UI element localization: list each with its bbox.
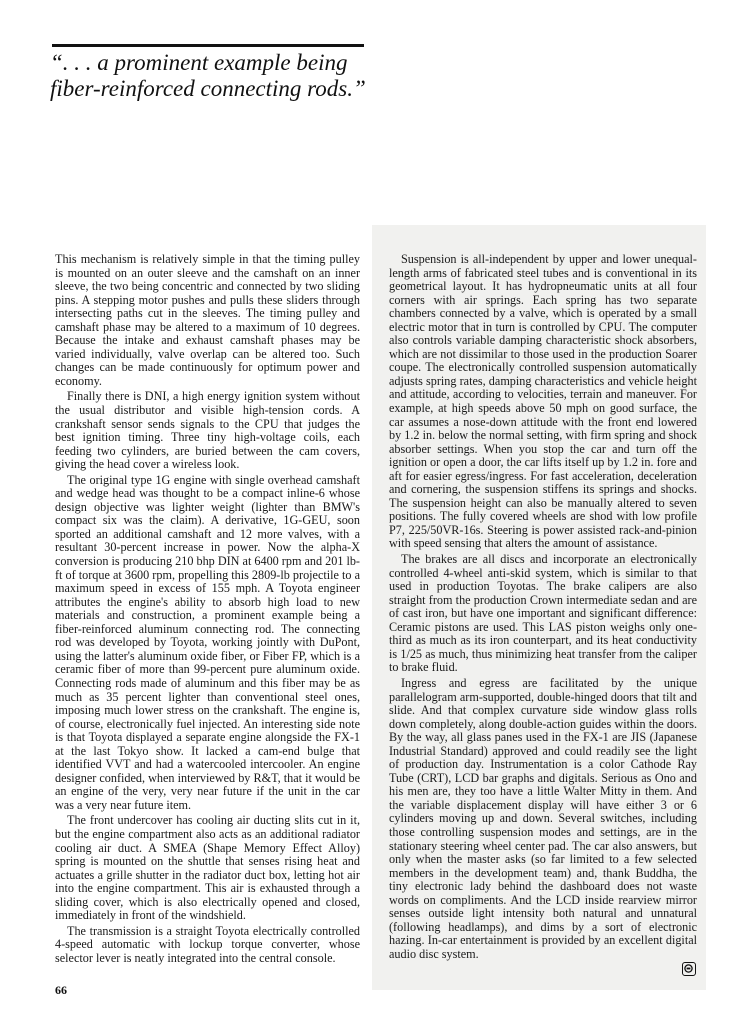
paragraph: The brakes are all discs and incorporate an electronically controlled 4-wheel anti-skid system, which is similar to that used in production Toyotas. The brake calipers are also straight from the production Crown intermediate sedan and are of cast iron, but have one important and significant difference: Ceramic pistons are used. This LAS piston weighs only one-third as much as its iron counterpart, and its heat conductivity is 1/25 as much, thus minimizing heat transfer from the caliper to brake fluid. bbox=[389, 552, 697, 675]
pull-quote-rule bbox=[52, 44, 364, 47]
paragraph: The original type 1G engine with single overhead camshaft and wedge head was thought to be a compact inline-6 whose design objective was lighter weight (lighter than BMW's compact six was the claim). A derivative, 1G-GEU, soon sported an additional camshaft and 12 more valves, with a resultant 30-percent increase in power. Now the alpha-X conversion is producing 210 bhp DIN at 6400 rpm and 201 lb-ft of torque at 3600 rpm, propelling this 2809-lb projectile to a maximum speed in excess of 155 mph. A Toyota engineer attributes the engine's ability to absorb high load to new materials and construction, a prominent example being a fiber-reinforced aluminum connecting rod. The connecting rod was developed by Toyota, working jointly with DuPont, using the latter's aluminum oxide fiber, or Fiber FP, which is a ceramic fiber of more than 99-percent pure aluminum oxide. Connecting rods made of aluminum and this fiber may be as much as 35 percent lighter than conventional steel ones, imposing much lower stress on the crankshaft. The engine is, of course, electronically fuel injected. An interesting side note is that Toyota displayed a separate engine alongside the FX-1 at the last Tokyo show. It lacked a cam-end bulge that identified VVT and had a watercooled intercooler. An engine designer confided, when interviewed by R&T, that it would be an engine of the very, very near future if the unit in the car was a very near future item. bbox=[55, 472, 360, 812]
paragraph: The transmission is a straight Toyota electrically controlled 4-speed automatic with lockup torque converter, whose selector lever is neatly integrated into the central console. bbox=[55, 923, 360, 965]
paragraph: Finally there is DNI, a high energy ignition system without the usual distributor and visible high-tension cords. A crankshaft sensor sends signals to the CPU that judges the best ignition timing. Three tiny high-voltage coils, each feeding two cylinders, are buried between the cam covers, giving the head cover a wireless look. bbox=[55, 389, 360, 472]
pull-quote: “. . . a prominent example being fiber-reinforced connecting rods.” bbox=[50, 50, 366, 101]
left-text-column bbox=[55, 253, 360, 967]
end-of-article-icon bbox=[682, 962, 696, 976]
right-text-column bbox=[389, 253, 697, 963]
paragraph: Ingress and egress are facilitated by the unique parallelogram arm-supported, double-hinged doors that tilt and slide. And that complex curvature side window glass rolls down completely, along double-action guides within the doors. By the way, all glass panes used in the FX-1 are JIS (Japanese Industrial Standard) approved and could readily see the light of production day. Instrumentation is a color Cathode Ray Tube (CRT), LCD bar graphs and digitals. Serious as Ono and his men are, they too have a little Walter Mitty in them. And the variable displacement display will have either 3 or 6 cylinders moving up and down. Several switches, including those controlling suspension modes and settings, are in the stationary steering wheel center pad. The car also answers, but only when the master asks (so far limited to a few selected members in the development team) and, thank Buddha, the tiny electronic lady behind the dashboard does not waste words on compliments. And the LCD inside rearview mirror senses outside light intensity both natural and unnatural (following headlamps), and dims by a sort of electronic hazing. In-car entertainment is provided by an excellent digital audio disc system. bbox=[389, 675, 697, 961]
paragraph: This mechanism is relatively simple in that the timing pulley is mounted on an outer sleeve and the camshaft on an inner sleeve, the two being concentric and connected by two sliding pins. A stepping motor pushes and pulls these sliders through intersecting paths cut in the sleeves. The timing pulley and camshaft phase may be altered to a maximum of 10 degrees. Because the intake and exhaust camshaft phases may be varied individually, valve overlap can be altered too. Such changes can be made continuously for optimum power and economy. bbox=[55, 252, 360, 388]
paragraph: The front undercover has cooling air ducting slits cut in it, but the engine compartment also acts as an additional radiator cooling air duct. A SMEA (Shape Memory Effect Alloy) spring is mounted on the shuttle that senses rising heat and actuates a grille shutter in the radiator duct box, letting hot air into the engine compartment. This air is exhausted through a sliding cover, which is also electrically opened and closed, immediately in front of the windshield. bbox=[55, 813, 360, 923]
page-number: 66 bbox=[55, 983, 67, 997]
paragraph: Suspension is all-independent by upper and lower unequal-length arms of fabricated steel tubes and is conventional in its geometrical layout. It has hydropneumatic units at all four corners with air springs. Each spring has two separate chambers connected by a valve, which is operated by a small electric motor that in turn is controlled by CPU. The computer also controls variable damping characteristic shock absorbers, which are not dissimilar to those used in the production Soarer coupe. The electronically controlled suspension automatically adjusts spring rates, damping characteristics and vehicle height and attitude, according to velocities, terrain and maneuver. For example, at high speeds above 50 mph on good surface, the car assumes a nose-down attitude with the front end lowered by 1.2 in. below the normal setting, with firm spring and shock absorber settings. When you stop the car and turn off the ignition or open a door, the car lifts itself up by 1.2 in. fore and aft for easier egress/ingress. For fast acceleration, deceleration and cornering, the suspension stiffens its springs and shocks. The suspension height can also be manually altered to seven positions. The fully covered wheels are shod with low profile P7, 225/50VR-16s. Steering is power assisted rack-and-pinion with speed sensing that alters the amount of assistance. bbox=[389, 252, 697, 551]
